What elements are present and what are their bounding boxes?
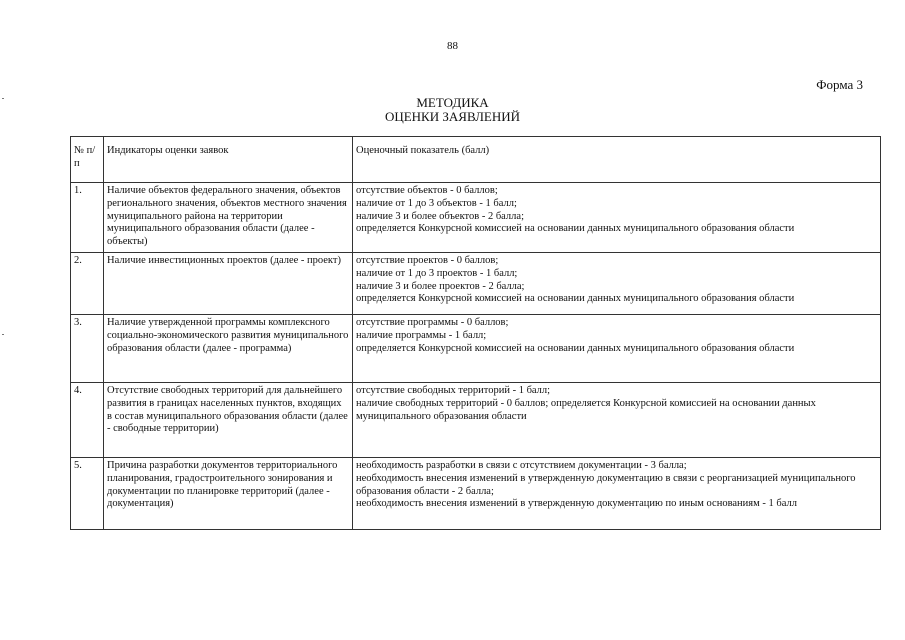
title-line-1: МЕТОДИКА: [416, 95, 489, 110]
table-row: [71, 183, 881, 253]
header-num: № п/п: [71, 137, 104, 183]
row-num: 5.: [71, 458, 104, 530]
table-row: [71, 315, 881, 383]
table-row: [71, 458, 881, 530]
value-line: определяется Конкурсной комиссией на основании данных муниципального образования области: [356, 342, 795, 354]
row-num: 3.: [71, 315, 104, 383]
table-header-row: [71, 137, 881, 183]
document-title: [0, 96, 905, 124]
value-line: отсутствие проектов - 0 баллов;: [356, 255, 499, 266]
scan-margin-mark: [2, 334, 4, 335]
row-num: 1.: [71, 183, 104, 253]
header-indicator: Индикаторы оценки заявок: [104, 137, 353, 183]
row-indicator: Причина разработки документов территориального планирования, градостроительного зонирования и документации по планировке территорий (далее - документация): [104, 458, 353, 530]
value-line: определяется Конкурсной комиссией на основании данных муниципального образования области: [356, 223, 795, 235]
value-line: отсутствие свободных территорий - 1 балл;: [356, 385, 551, 396]
row-values: [353, 183, 881, 253]
value-line: необходимость внесения изменений в утвержденную документацию по иным основаниям - 1 балл: [356, 498, 797, 510]
header-value: Оценочный показатель (балл): [353, 137, 881, 183]
title-line-2: ОЦЕНКИ ЗАЯВЛЕНИЙ: [384, 109, 521, 124]
criteria-table: [70, 136, 881, 530]
value-line: необходимость разработки в связи с отсутствием документации - 3 балла;: [356, 460, 687, 471]
value-line: необходимость внесения изменений в утвержденную документацию в связи с реорганизацией муниципального образования области - 2 балла;: [356, 472, 856, 497]
table-row: [71, 383, 881, 458]
row-num: 4.: [71, 383, 104, 458]
value-line: наличие программы - 1 балл;: [356, 329, 487, 341]
table-row: [71, 253, 881, 315]
value-line: наличие свободных территорий - 0 баллов; определяется Конкурсной комиссией на основании данных муниципального образования области: [356, 397, 816, 422]
scan-margin-mark: [2, 98, 4, 99]
row-indicator: Отсутствие свободных территорий для дальнейшего развития в границах населенных пунктов, входящих в состав муниципального образования области (далее - свободные территории): [104, 383, 353, 458]
value-line: определяется Конкурсной комиссией на основании данных муниципального образования области: [356, 293, 795, 305]
value-line: отсутствие объектов - 0 баллов;: [356, 185, 498, 196]
value-line: наличие 3 и более проектов - 2 балла;: [356, 280, 525, 292]
value-line: отсутствие программы - 0 баллов;: [356, 317, 509, 328]
row-values: [353, 383, 881, 458]
value-line: наличие от 1 до 3 проектов - 1 балл;: [356, 267, 518, 279]
value-line: наличие 3 и более объектов - 2 балла;: [356, 210, 524, 222]
page-number: 88: [447, 40, 458, 52]
row-values: [353, 458, 881, 530]
row-values: [353, 253, 881, 315]
row-num: 2.: [71, 253, 104, 315]
row-indicator: Наличие объектов федерального значения, объектов регионального значения, объектов местного значения муниципального района на территории муниципального образования области (далее - объекты): [104, 183, 353, 253]
row-indicator: Наличие утвержденной программы комплексного социально-экономического развития муниципального образования области (далее - программа): [104, 315, 353, 383]
form-label: Форма 3: [816, 77, 863, 92]
row-indicator: Наличие инвестиционных проектов (далее - проект): [104, 253, 353, 315]
row-values: [353, 315, 881, 383]
value-line: наличие от 1 до 3 объектов - 1 балл;: [356, 197, 517, 209]
